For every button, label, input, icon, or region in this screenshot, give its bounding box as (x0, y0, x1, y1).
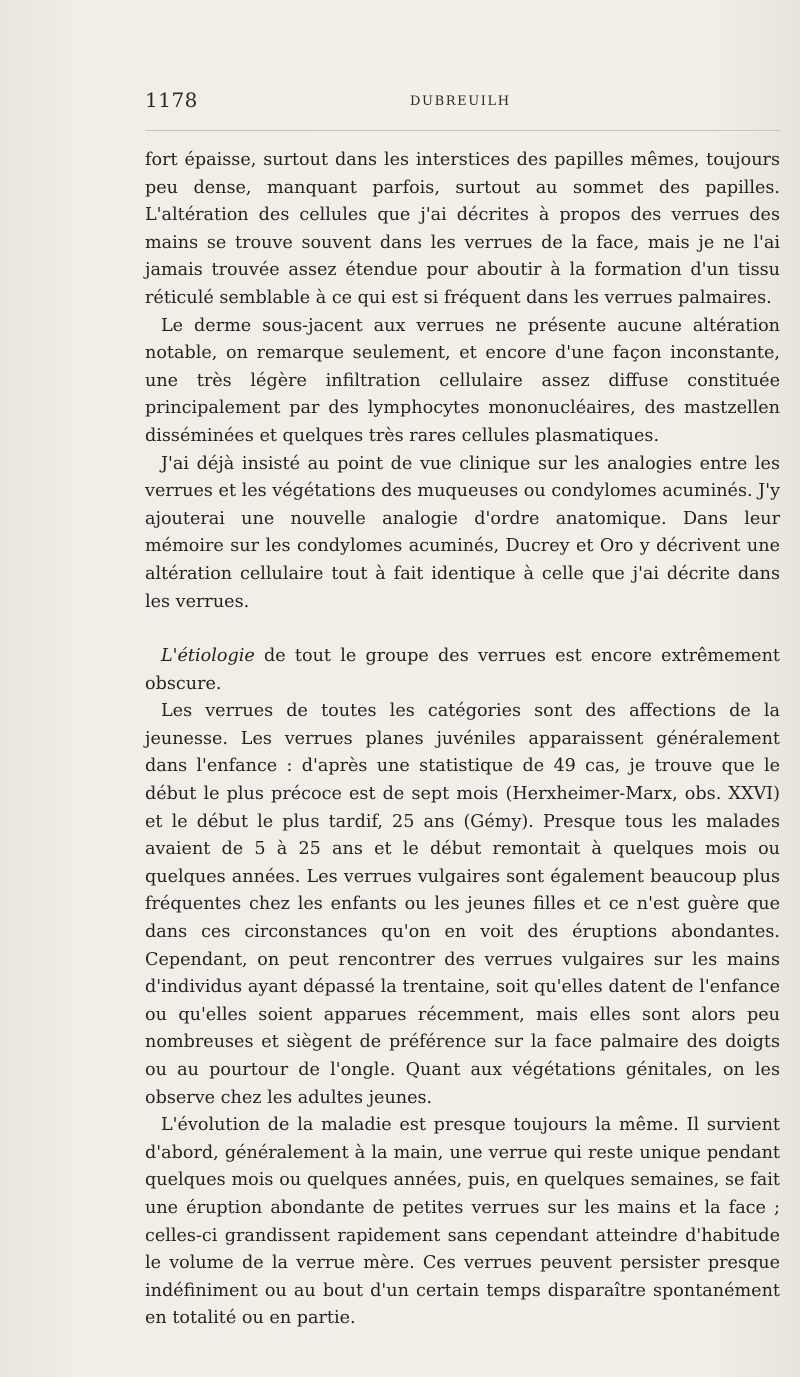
running-head (145, 88, 780, 118)
header-rule (145, 130, 780, 131)
page-number: 1178 (145, 88, 198, 112)
body-text (145, 147, 780, 1333)
running-title: DUBREUILH (410, 94, 511, 109)
paragraph-6: L'évolution de la maladie est presque toujours la même. Il survient d'abord, généralement à la main, une verrue qui reste unique pendant quelques mois ou quelques années, puis, en quelques semaines, se fait une éruption abondante de petites verrues sur les mains et la face ; celles-ci grandissent rapidement sans cependant atteindre d'habitude le volume de la verrue mère. Ces verrues peuvent persister presque indéfiniment ou au bout d'un certain temps disparaître spontanément en totalité ou en partie. (145, 1115, 780, 1329)
paragraph-5: Les verrues de toutes les catégories sont des affections de la jeunesse. Les verrues planes juvéniles apparaissent généralement dans l'enfance : d'après une statistique de 49 cas, je trouve que le début le plus précoce est de sept mois (Herxheimer-Marx, obs. XXVI) et le début le plus tardif, 25 ans (Gémy). Presque tous les malades avaient de 5 à 25 ans et le début remontait à quelques mois ou quelques années. Les verrues vulgaires sont également beaucoup plus fréquentes chez les enfants ou les jeunes filles et ce n'est guère que dans ces circonstances qu'on en voit des éruptions abondantes. Cependant, on peut rencontrer des verrues vulgaires sur les mains d'individus ayant dépassé la trentaine, soit qu'elles datent de l'enfance ou qu'elles soient apparues récemment, mais elles sont alors peu nombreuses et siègent de préférence sur la face palmaire des doigts ou au pourtour de l'ongle. Quant aux végétations génitales, on les observe chez les adultes jeunes. (145, 701, 780, 1108)
paragraph-1: fort épaisse, surtout dans les interstices des papilles mêmes, toujours peu dense, manquant parfois, surtout au sommet des papilles. L'altération des cellules que j'ai décrites à propos des verrues des mains se trouve souvent dans les verrues de la face, mais je ne l'ai jamais trouvée assez étendue pour aboutir à la formation d'un tissu réticulé semblable à ce qui est si fréquent dans les verrues palmaires. (145, 150, 780, 308)
paragraph-2: Le derme sous-jacent aux verrues ne présente aucune altération notable, on remarque seulement, et encore d'une façon inconstante, une très légère infiltration cellulaire assez diffuse constituée principalement par des lymphocytes mononucléaires, des mastzellen disséminées et quelques très rares cellules plasmatiques. (145, 315, 780, 446)
etiology-term: L'étiologie (161, 646, 255, 667)
paragraph-4-text: de tout le groupe des verrues est encore extrêmement obscure. (145, 646, 780, 694)
paragraph-4 (145, 643, 780, 698)
paragraph-3: J'ai déjà insisté au point de vue clinique sur les analogies entre les verrues et les végétations des muqueuses ou condylomes acuminés. J'y ajouterai une nouvelle analogie d'ordre anatomique. Dans leur mémoire sur les condylomes acuminés, Ducrey et Oro y décrivent une altération cellulaire tout à fait identique à celle que j'ai décrite dans les verrues. (145, 453, 781, 612)
